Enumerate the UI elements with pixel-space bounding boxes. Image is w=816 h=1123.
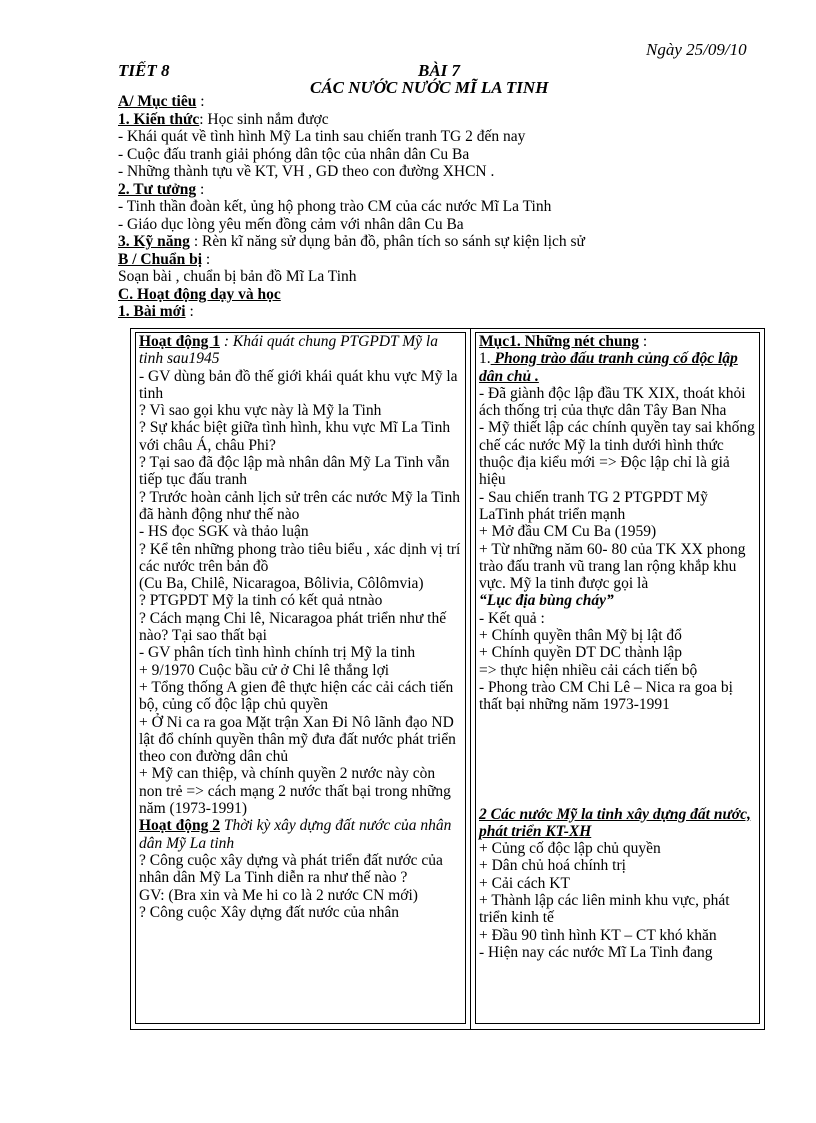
teacher-activities-cell <box>131 329 471 1030</box>
activity-line: + Tổng thống A gien đê thực hiện các cải cách tiến bộ, củng cố độc lập chủ quyền <box>139 678 454 714</box>
activity-2-label: Hoạt động 2 <box>139 817 220 835</box>
knowledge-item: - Khái quát về tình hình Mỹ La tinh sau chiến tranh TG 2 đến nay <box>118 128 526 145</box>
preparation-text: Soạn bài , chuẩn bị bản đồ Mĩ La Tinh <box>118 268 357 285</box>
preparation-heading: B / Chuẩn bị <box>118 250 203 268</box>
activity-2-title: Thời kỳ xây dựng đất nước của nhân dân Mỹ La tinh <box>139 817 452 852</box>
content-line: - Hiện nay các nước Mĩ La Tinh đang <box>479 943 713 961</box>
preparation-colon: : <box>202 250 211 268</box>
activity-line: ? Công cuộc xây dựng và phát triển đất nước của nhân dân Mỹ La Tinh diễn ra như thế nào ? <box>139 851 443 887</box>
activity-line: ? Trước hoàn cảnh lịch sử trên các nước Mỹ la Tinh đã hành động như thế nào <box>139 488 460 523</box>
content-line: + Chính quyền DT DC thành lập <box>479 644 683 662</box>
content-line: + Cải cách KT <box>479 874 570 892</box>
content-line: + Thành lập các liên minh khu vực, phát triển kinh tế <box>479 892 730 927</box>
content-line: - Phong trào CM Chi Lê – Nica ra goa bị thất bại những năm 1973-1991 <box>479 678 733 714</box>
content-cell <box>471 329 765 1030</box>
activity-line: ? Công cuộc Xây dựng đất nước của nhân <box>139 903 400 921</box>
content-line: + Mở đầu CM Cu Ba (1959) <box>479 523 657 541</box>
attitude-colon: : <box>196 180 205 198</box>
new-lesson-colon: : <box>185 303 194 320</box>
objectives-section <box>118 93 758 321</box>
attitude-item: - Giáo dục lòng yêu mến đồng cảm với nhân dân Cu Ba <box>118 215 464 233</box>
activity-line: ? Tại sao đã độc lập mà nhân dân Mỹ La Tinh vẫn tiếp tục đấu tranh <box>139 454 450 489</box>
skills-heading: 3. Kỹ năng <box>118 233 190 250</box>
lesson-number: TIẾT 8 <box>118 61 170 80</box>
content-line: - Mỹ thiết lập các chính quyền tay sai khống chế các nước Mỹ la tinh dưới hình thức thuộc địa kiểu mới => Độc lập chỉ là giả hiệu <box>479 419 755 489</box>
activity-line: (Cu Ba, Chilê, Nicaragoa, Bôlivia, Côlômvia) <box>139 575 424 593</box>
content-line: - Đã giành độc lập đầu TK XIX, thoát khỏi ách thống trị của thực dân Tây Ban Nha <box>479 384 746 420</box>
objectives-colon: : <box>196 93 205 110</box>
activity-line: + Mỹ can thiệp, và chính quyền 2 nước này còn non trẻ => cách mạng 2 nước thất bại trong những năm (1973-1991) <box>139 765 451 818</box>
knowledge-item: - Những thành tựu về KT, VH , GD theo con đường XHCN . <box>118 163 495 180</box>
activity-1-title: : Khái quát chung PTGPDT Mỹ la tinh sau1945 <box>139 333 438 368</box>
content-line: + Từ những năm 60- 80 của TK XX phong trào đấu tranh vũ trang lan rộng khắp khu vực. Mỹ la tinh được gọi là <box>479 540 746 593</box>
teacher-activities <box>135 332 466 1024</box>
knowledge-heading: 1. Kiến thức <box>118 110 200 128</box>
activity-line: ? Cách mạng Chi lê, Nicaragoa phát triển như thế nào? Tại sao thất bại <box>139 609 447 645</box>
lesson-content <box>475 332 760 1024</box>
knowledge-item: - Cuộc đấu tranh giải phóng dân tộc của nhân dân Cu Ba <box>118 145 470 163</box>
section-1-colon: : <box>639 333 648 350</box>
content-line: + Củng cố độc lập chủ quyền <box>479 840 661 858</box>
section-1-title: Những nét chung <box>520 333 640 350</box>
content-line: - Sau chiến tranh TG 2 PTGPDT Mỹ LaTinh phát triển mạnh <box>479 488 708 523</box>
activity-line: - GV phân tích tình hình chính trị Mỹ la tinh <box>139 644 416 662</box>
knowledge-text: : Học sinh nắm được <box>199 110 329 128</box>
content-line: => thực hiện nhiều cải cách tiến bộ <box>479 661 698 679</box>
content-line: + Chính quyền thân Mỹ bị lật đổ <box>479 627 682 645</box>
burning-continent-quote: “Lục địa bùng cháy” <box>479 592 614 610</box>
activity-line: ? Vì sao gọi khu vực này là Mỹ la Tinh <box>139 402 382 420</box>
attitude-heading: 2. Tư tưởng <box>118 180 197 198</box>
content-line: + Đầu 90 tình hình KT – CT khó khăn <box>479 926 717 944</box>
attitude-item: - Tinh thần đoàn kết, ủng hộ phong trào CM của các nước Mĩ La Tinh <box>118 198 552 215</box>
activity-line: ? Kể tên những phong trào tiêu biểu , xác dịnh vị trí các nước trên bản đồ <box>139 540 461 575</box>
activity-line: + Ở Ni ca ra goa Mặt trận Xan Đi Nô lãnh đạo ND lật đổ chính quyền thân mỹ đưa đất nước phát triển theo con đường dân chủ <box>139 713 456 766</box>
activity-line: - HS đọc SGK và thảo luận <box>139 523 309 541</box>
lesson-bai: BÀI 7 <box>418 61 461 80</box>
new-lesson-heading: 1. Bài mới <box>118 303 186 320</box>
subsection-1-number: 1. <box>479 350 491 368</box>
lesson-date: Ngày 25/09/10 <box>646 40 747 59</box>
activity-line: GV: (Bra xin và Me hi co là 2 nước CN mới) <box>139 886 418 904</box>
activity-line: ? Sự khác biệt giữa tình hình, khu vực Mĩ La Tinh với châu Á, châu Phi? <box>139 419 451 454</box>
lesson-table <box>130 328 765 1030</box>
activities-heading: C. Hoạt động dạy và học <box>118 285 281 303</box>
objectives-heading: A/ Mục tiêu <box>118 93 197 110</box>
activity-line: + 9/1970 Cuộc bầu cử ở Chi lê thắng lợi <box>139 661 390 679</box>
subsection-2-title: 2 Các nước Mỹ la tinh xây dựng đất nước, phát triển KT-XH <box>479 805 751 840</box>
activity-1-label: Hoạt động 1 <box>139 333 220 350</box>
content-line: - Kết quả : <box>479 609 545 627</box>
lesson-title: CÁC NƯỚC NƯỚC MĨ LA TINH <box>310 78 549 97</box>
activity-line: ? PTGPDT Mỹ la tinh có kết quả ntnào <box>139 592 383 610</box>
content-line: + Dân chủ hoá chính trị <box>479 857 626 875</box>
activity-line: - GV dùng bản đồ thế giới khái quát khu vực Mỹ la tinh <box>139 367 458 402</box>
section-1-label: Mục1. <box>479 333 521 350</box>
skills-text: : Rèn kĩ năng sử dụng bản đồ, phân tích so sánh sự kiện lịch sử <box>189 233 585 250</box>
subsection-1-title: Phong trào đấu tranh củng cố độc lập dân chủ . <box>479 350 738 385</box>
